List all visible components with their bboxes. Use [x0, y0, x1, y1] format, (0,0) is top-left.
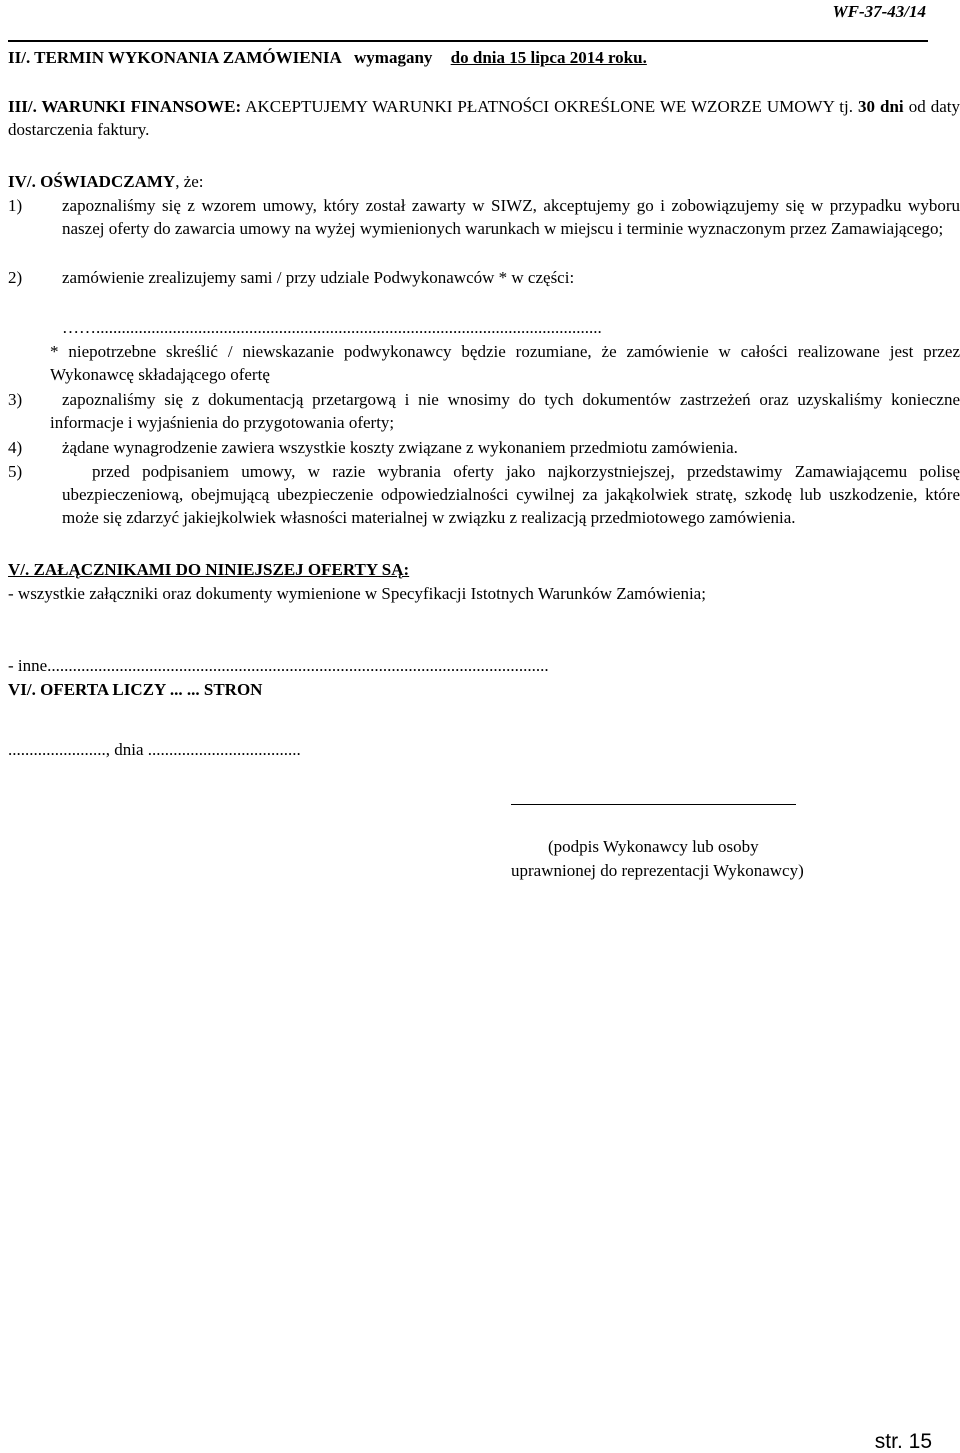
section-2-deadline: do dnia 15 lipca 2014 roku.: [450, 48, 647, 67]
signature-line: [511, 804, 796, 805]
date-line: ......................., dnia ....................................: [8, 740, 301, 759]
item-2-number: 2): [8, 268, 23, 287]
section-3: [8, 95, 960, 141]
item-4-number: 4): [8, 438, 23, 457]
signature-caption-1: (podpis Wykonawcy lub osoby: [548, 837, 759, 856]
section-3-text: AKCEPTUJEMY WARUNKI PŁATNOŚCI OKREŚLONE WE WZORZE UMOWY tj.: [241, 97, 858, 116]
section-2-label: II/. TERMIN WYKONANIA ZAMÓWIENIA: [8, 48, 342, 67]
attachment-item-1: - wszystkie załączniki oraz dokumenty wymienione w Specyfikacji Istotnych Warunków Zamówienia;: [8, 584, 706, 603]
attachment-item-2: - inne......................................................................................................................: [8, 656, 549, 675]
section-3-text-end: od daty dostarczenia faktury.: [8, 97, 960, 139]
dots-line: …….......................................................................................................................: [62, 318, 602, 337]
header-rule: [8, 40, 928, 42]
section-2: [8, 46, 647, 69]
section-4-label: IV/. OŚWIADCZAMY: [8, 172, 176, 191]
item-1-text: zapoznaliśmy się z wzorem umowy, który został zawarty w SIWZ, akceptujemy go i zobowiązujemy się w przypadku wyboru naszej oferty do zawarcia umowy na wyżej wymienionych warunkach w miejscu i terminie wyznaczonym przez Zamawiającego;: [62, 196, 960, 238]
footnote: * niepotrzebne skreślić / niewskazanie podwykonawcy będzie rozumiane, że zamówienie w całości realizowane jest przez Wykonawcę składającego ofertę: [50, 342, 960, 384]
section-4-suffix: , że:: [175, 172, 204, 191]
signature-caption-2: uprawnionej do reprezentacji Wykonawcy): [511, 861, 804, 880]
document-code: WF-37-43/14: [832, 2, 926, 21]
section-2-required: wymagany: [354, 48, 433, 67]
section-4-heading: [8, 170, 204, 193]
item-4-text: żądane wynagrodzenie zawiera wszystkie koszty związane z wykonaniem przedmiotu zamówienia.: [62, 438, 738, 457]
item-3-text: zapoznaliśmy się z dokumentacją przetargową i nie wnosimy do tych dokumentów zastrzeżeń oraz uzyskaliśmy konieczne informacje i wyjaśnienia do przygotowania oferty;: [50, 390, 960, 432]
section-3-days: 30 dni: [857, 97, 904, 116]
item-5-text: przed podpisaniem umowy, w razie wybrania oferty jako najkorzystniejszej, przedstawimy Zamawiającemu polisę ubezpieczeniową, obejmującą ubezpieczenie odpowiedzialności cywilnej za jakąkolwiek stratę, szkodę lub uszkodzenie, które może się zdarzyć jakiejkolwiek własności materialnej w związku z realizacją przedmiotowego zamówienia.: [62, 462, 960, 527]
section-5-label: V/. ZAŁĄCZNIKAMI DO NINIEJSZEJ OFERTY SĄ:: [8, 560, 410, 579]
section-6-label: VI/. OFERTA LICZY ... ... STRON: [8, 680, 263, 699]
page-number: str. 15: [874, 1430, 932, 1453]
item-5-number: 5): [8, 462, 23, 481]
section-3-label: III/. WARUNKI FINANSOWE:: [8, 97, 242, 116]
item-1-number: 1): [8, 196, 23, 215]
item-2-text: zamówienie zrealizujemy sami / przy udziale Podwykonawców * w części:: [62, 268, 575, 287]
item-3-number: 3): [8, 390, 23, 409]
